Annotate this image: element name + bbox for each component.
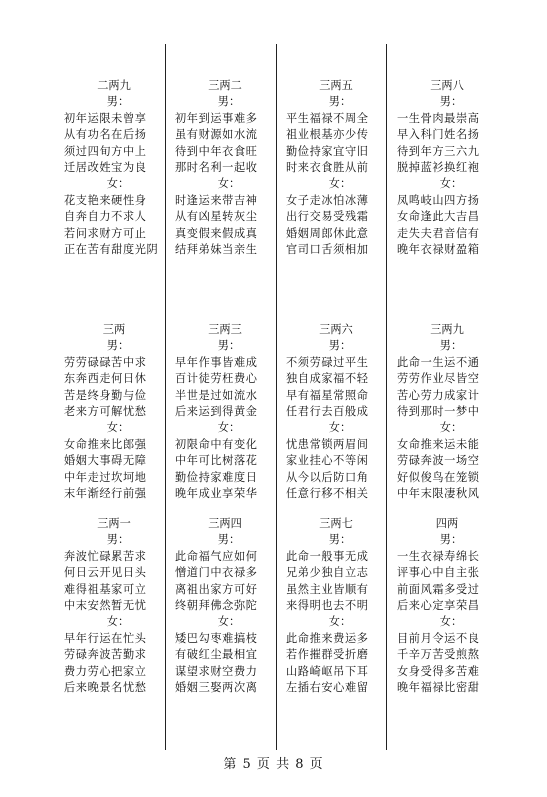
male-verse-line: 苦是终身勤与俭	[64, 388, 147, 402]
fortune-entry	[286, 322, 386, 502]
male-verse-line: 初年到运事难多	[175, 111, 258, 125]
female-verse-line: 忧患常锁两眉间	[286, 437, 369, 451]
male-verse-line: 憎道门中衣禄多	[175, 566, 258, 580]
male-verse-line: 评事心中自主张	[397, 566, 480, 580]
male-verse-line: 独自成家福不轻	[286, 372, 369, 386]
male-verse-line: 此命一生运不通	[397, 355, 480, 369]
female-verse-line: 好似俊鸟在笼锁	[397, 470, 480, 484]
male-verse-line: 须过四旬方中上	[64, 144, 147, 158]
footer-gong: 共	[276, 757, 291, 772]
female-verse-line: 中年可比树落花	[175, 454, 258, 468]
entry-title: 三两六	[319, 323, 353, 336]
male-verse-line: 早入科门姓名扬	[397, 128, 480, 142]
female-verse-line: 出行交易受残霜	[286, 210, 369, 224]
female-label: 女：	[328, 421, 352, 435]
entry-title: 三两八	[430, 79, 464, 92]
female-verse-line: 劳碌奔波一场空	[397, 454, 480, 468]
female-label: 女：	[439, 615, 463, 629]
fortune-entry	[64, 78, 164, 258]
female-verse-line: 此命推来费运多	[286, 631, 369, 645]
male-verse-line: 那时名利一起收	[175, 161, 258, 175]
female-verse-line: 目前月令运不良	[397, 631, 480, 645]
male-label: 男：	[106, 339, 130, 353]
female-verse-line: 婚姻大事碍无障	[64, 454, 147, 468]
column-divider-2	[276, 44, 277, 750]
male-verse-line: 百计徒劳枉费心	[175, 372, 258, 386]
male-label: 男：	[328, 533, 352, 547]
male-label: 男：	[217, 533, 241, 547]
female-verse-line: 中年走过坎坷地	[64, 470, 147, 484]
female-verse-line: 晚年成业享荣华	[175, 487, 258, 501]
male-label: 男：	[328, 95, 352, 109]
female-verse-line: 末年渐经行前强	[64, 487, 147, 501]
fortune-entry	[64, 322, 164, 502]
entry-title: 三两二	[208, 79, 242, 92]
male-verse-line: 苦心劳力成家计	[397, 388, 480, 402]
male-verse-line: 一生衣禄寿绵长	[397, 549, 480, 563]
male-verse-line: 离祖出家方可好	[175, 582, 258, 596]
female-verse-line: 晚年福禄比密甜	[397, 681, 480, 695]
female-verse-line: 时逢运来带吉神	[175, 193, 258, 207]
male-verse-line: 早有福星常照命	[286, 388, 369, 402]
fortune-entry	[286, 516, 386, 696]
female-label: 女：	[439, 421, 463, 435]
entry-title: 二两九	[97, 79, 131, 92]
female-verse-line: 费力劳心把家立	[64, 664, 147, 678]
fortune-entry	[397, 322, 497, 502]
male-label: 男：	[439, 533, 463, 547]
male-label: 男：	[106, 95, 130, 109]
female-label: 女：	[217, 177, 241, 191]
female-verse-line: 自奔自力不求人	[64, 210, 147, 224]
female-verse-line: 有破红尘最相宜	[175, 648, 258, 662]
male-verse-line: 中末安然暂无忧	[64, 599, 147, 613]
male-verse-line: 奔波忙碌累苦求	[64, 549, 147, 563]
female-verse-line: 千辛万苦受煎熬	[397, 648, 480, 662]
entry-title: 三两三	[208, 323, 242, 336]
female-verse-line: 中年末限凄秋风	[397, 487, 480, 501]
female-verse-line: 结拜弟妹当亲生	[175, 243, 258, 257]
column-divider-1	[165, 44, 166, 750]
male-verse-line: 何日云开见日头	[64, 566, 147, 580]
female-verse-line: 初限命中有变化	[175, 437, 258, 451]
female-verse-line: 从今以后防口角	[286, 470, 369, 484]
male-verse-line: 来得明也去不明	[286, 599, 369, 613]
footer-di: 第	[223, 757, 238, 772]
entry-title: 三两一	[97, 517, 131, 530]
male-label: 男：	[439, 339, 463, 353]
female-label: 女：	[106, 421, 130, 435]
footer-ye-1: 页	[256, 757, 271, 772]
female-verse-line: 婚姻周郎休此意	[286, 226, 369, 240]
female-verse-line: 谋望求财空费力	[175, 664, 258, 678]
male-label: 男：	[217, 339, 241, 353]
male-verse-line: 迁居改姓宝为良	[64, 161, 147, 175]
female-label: 女：	[439, 177, 463, 191]
female-label: 女：	[217, 615, 241, 629]
female-verse-line: 勤俭持家难度日	[175, 470, 258, 484]
female-verse-line: 婚姻三娶两次离	[175, 681, 258, 695]
fortune-entry	[286, 78, 386, 258]
male-label: 男：	[217, 95, 241, 109]
male-verse-line: 祖业根基亦少传	[286, 128, 369, 142]
page-footer	[0, 753, 547, 772]
fortune-entry	[175, 78, 275, 258]
entry-title: 三两四	[208, 517, 242, 530]
female-verse-line: 官司口舌须相加	[286, 243, 369, 257]
footer-ye-2: 页	[309, 757, 324, 772]
male-label: 男：	[106, 533, 130, 547]
male-verse-line: 此命福气应如何	[175, 549, 258, 563]
male-label: 男：	[439, 95, 463, 109]
female-label: 女：	[106, 177, 130, 191]
female-verse-line: 花支艳来硬性身	[64, 193, 147, 207]
male-verse-line: 初年运限未曾享	[64, 111, 147, 125]
female-verse-line: 若问求财方可止	[64, 226, 147, 240]
male-verse-line: 虽然主业皆顺有	[286, 582, 369, 596]
male-label: 男：	[328, 339, 352, 353]
female-verse-line: 凤鸣岐山四方扬	[397, 193, 480, 207]
fortune-entry	[64, 516, 164, 696]
female-label: 女：	[217, 421, 241, 435]
footer-page-number: 5	[242, 757, 252, 772]
male-verse-line: 东奔西走何日休	[64, 372, 147, 386]
female-verse-line: 劳碌奔波苦勤求	[64, 648, 147, 662]
female-verse-line: 女子走冰怕冰薄	[286, 193, 369, 207]
male-verse-line: 难得祖基家可立	[64, 582, 147, 596]
female-verse-line: 左插右安心难留	[286, 681, 369, 695]
female-verse-line: 真变假来假成真	[175, 226, 258, 240]
male-verse-line: 待到中年衣食旺	[175, 144, 258, 158]
female-verse-line: 后来晚景名忧愁	[64, 681, 147, 695]
male-verse-line: 兄弟少独自立志	[286, 566, 369, 580]
female-verse-line: 若作摧群受折磨	[286, 648, 369, 662]
female-verse-line: 矮巴勾枣难搞枝	[175, 631, 258, 645]
fortune-entry	[175, 516, 275, 696]
male-verse-line: 平生福禄不周全	[286, 111, 369, 125]
male-verse-line: 待到年方三六九	[397, 144, 480, 158]
male-verse-line: 待到那时一梦中	[397, 405, 480, 419]
male-verse-line: 早年作事皆难成	[175, 355, 258, 369]
male-verse-line: 终朝拜佛念弥陀	[175, 599, 258, 613]
female-verse-line: 任意行移不相关	[286, 487, 369, 501]
female-label: 女：	[328, 615, 352, 629]
fortune-entry	[397, 78, 497, 258]
male-verse-line: 勤俭持家宜守旧	[286, 144, 369, 158]
entry-title: 三两	[102, 323, 126, 336]
male-verse-line: 此命一般事无成	[286, 549, 369, 563]
male-verse-line: 虽有财源如水流	[175, 128, 258, 142]
male-verse-line: 老来方可解忧愁	[64, 405, 147, 419]
fortune-entry	[397, 516, 497, 696]
fortune-entry	[175, 322, 275, 502]
male-verse-line: 一生骨肉最崇高	[397, 111, 480, 125]
female-verse-line: 女命逢此大吉昌	[397, 210, 480, 224]
footer-total-pages: 8	[295, 757, 305, 772]
female-verse-line: 走失夫君音信有	[397, 226, 480, 240]
male-verse-line: 脱掉蓝衫换红袍	[397, 161, 480, 175]
entry-title: 三两九	[430, 323, 464, 336]
entry-title: 三两五	[319, 79, 353, 92]
male-verse-line: 前面风霜多受过	[397, 582, 480, 596]
female-label: 女：	[328, 177, 352, 191]
male-verse-line: 时来衣食胜从前	[286, 161, 369, 175]
male-verse-line: 劳劳作业尽皆空	[397, 372, 480, 386]
male-verse-line: 从有功名在后扬	[64, 128, 147, 142]
male-verse-line: 劳劳碌碌苦中求	[64, 355, 147, 369]
male-verse-line: 后来心定享荣昌	[397, 599, 480, 613]
female-verse-line: 家业挂心不等闲	[286, 454, 369, 468]
male-verse-line: 任君行去百般成	[286, 405, 369, 419]
female-verse-line: 晚年衣禄财盈箱	[397, 243, 480, 257]
male-verse-line: 半世是过如流水	[175, 388, 258, 402]
female-verse-line: 从有凶星转灰尘	[175, 210, 258, 224]
female-verse-line: 女命推来比郎强	[64, 437, 147, 451]
female-verse-line: 女命推来运未能	[397, 437, 480, 451]
male-verse-line: 后来运到得黄金	[175, 405, 258, 419]
female-verse-line: 正在苦有甜度光阴	[64, 243, 159, 257]
entry-title: 四两	[435, 517, 459, 530]
entry-title: 三两七	[319, 517, 353, 530]
female-verse-line: 女身受得多苦难	[397, 664, 480, 678]
female-verse-line: 山路崎岖吊下耳	[286, 664, 369, 678]
male-verse-line: 不须劳碌过平生	[286, 355, 369, 369]
column-divider-3	[386, 44, 387, 750]
female-label: 女：	[106, 615, 130, 629]
female-verse-line: 早年行运在忙头	[64, 631, 147, 645]
